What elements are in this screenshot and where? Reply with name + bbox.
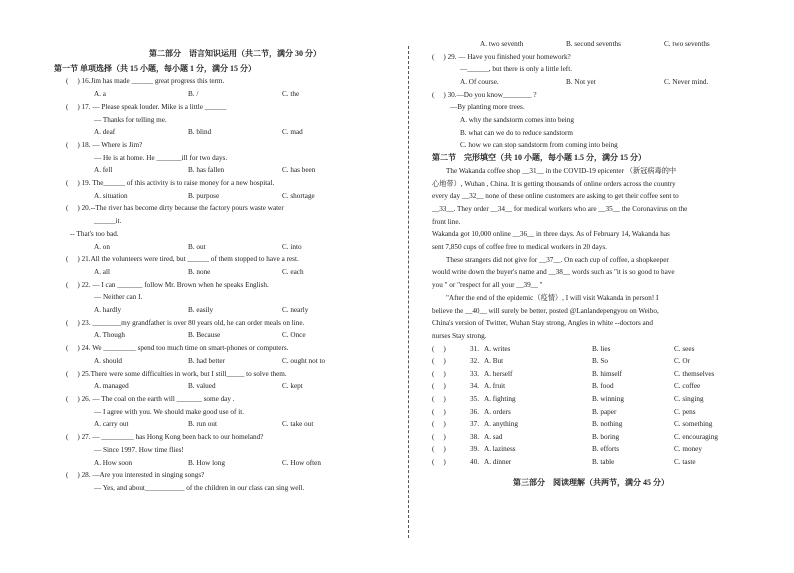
cloze-options xyxy=(432,343,750,469)
cloze-row: ( ) 31. A. writes B. lies C. sees xyxy=(432,344,695,353)
cloze-row: ( ) 40. A. dinner B. table C. taste xyxy=(432,458,696,466)
q20-line2: ______it. xyxy=(94,217,122,226)
cloze-row: ( ) 33. A. herself B. himself C. themselves xyxy=(432,369,715,378)
q18-line2: — He is at home. He _______ill for two days. xyxy=(94,153,228,162)
part1-title: 第一节 单项选择（共 15 小题，每小题 1 分，满分 15 分） xyxy=(54,63,256,73)
q16-stem: ( ) 16.Jim has made ______ great progress this term. xyxy=(66,77,225,86)
q29-options: A. Of course. B. Not yet C. Never mind. xyxy=(460,78,709,86)
cloze-passage xyxy=(432,165,750,343)
passage-line: __33__. They order __34__ for medical workers who are __35__ the Coronavirus on the xyxy=(432,204,688,213)
q26-stem: ( ) 26. — The coal on the earth will _______ some day . xyxy=(66,394,235,403)
q29-stem: ( ) 29. — Have you finished your homework? xyxy=(432,52,571,61)
q21-options: A. all B. none C. each xyxy=(94,267,304,276)
q24-stem: ( ) 24. We _________ spend too much time on smart-phones or computers. xyxy=(66,344,289,353)
q26-options: A. carry out B. run out C. take out xyxy=(94,420,314,429)
q27-line2: — Since 1997. How time flies! xyxy=(94,445,184,454)
section3-title: 第三部分 阅读理解（共两节，满分 45 分） xyxy=(513,477,669,487)
q23-options: A. Though B. Because C. Once xyxy=(94,331,306,340)
passage-line: you " or "respect for all your __39__ " xyxy=(432,281,543,290)
q20-stem: ( ) 20.--The river has become dirty because the factory pours waste water xyxy=(66,204,284,213)
q28-options: A. two seventh B. second sevenths C. two sevenths xyxy=(480,40,710,48)
q19-stem: ( ) 19. The______ of this activity is to raise money for a new hospital. xyxy=(66,179,275,188)
q21-stem: ( ) 21.All the volunteers were tired, but ______ of them stopped to have a rest. xyxy=(66,255,299,264)
exam-page xyxy=(46,38,758,538)
passage-line: Wakanda got 10,000 online __36__ in three days. As of February 14, Wakanda has xyxy=(432,230,670,239)
passage-line: 心地带）, Wuhan , China. It is getting thousands of online orders across the country xyxy=(432,179,676,188)
q28-line2: — Yes, and about___________ of the children in our class can sing well. xyxy=(94,483,305,492)
q17-options: A. deaf B. blind C. mad xyxy=(94,128,303,137)
left-column xyxy=(54,38,404,495)
cloze-row: ( ) 32. A. But B. So C. Or xyxy=(432,357,690,366)
q20-line3: -- That's too bad. xyxy=(70,229,119,238)
passage-line: would write down the buyer's name and __38__ words such as "it is so good to have xyxy=(432,268,675,277)
q17-line2: — Thanks for telling me. xyxy=(94,115,167,124)
cloze-row: ( ) 38. A. sad B. boring C. encouraging xyxy=(432,432,718,441)
q18-options: A. fell B. has fallen C. has been xyxy=(94,166,316,175)
passage-line: sent 7,850 cups of coffee free to medical workers in 20 days. xyxy=(432,243,607,252)
cloze-row: ( ) 37. A. anything B. nothing C. something xyxy=(432,420,713,429)
q25-stem: ( ) 25.There were some difficulties in work, but I still_____ to solve them. xyxy=(66,369,287,378)
q18-stem: ( ) 18. — Where is Jim? xyxy=(66,140,143,149)
column-divider xyxy=(408,46,409,538)
q16-options: A. a B. / C. the xyxy=(94,90,300,99)
q30-option-c: C. how we can stop sandstorm from coming into being xyxy=(460,141,618,150)
q29-line2: —______, but there is only a little left. xyxy=(460,65,572,74)
passage-line: The Wakanda coffee shop __31__ in the COVID-19 epicenter （新冠病毒的中 xyxy=(446,166,677,175)
q30-stem: ( ) 30.—Do you know________ ? xyxy=(432,90,537,99)
q22-stem: ( ) 22. — I can _______ follow Mr. Brown when he speaks English. xyxy=(66,280,269,289)
q27-stem: ( ) 27. — _________ has Hong Kong been back to our homeland? xyxy=(66,433,264,442)
q27-options: A. How soon B. How long C. How often xyxy=(94,458,321,467)
passage-line: China's version of Twitter, Wuhan Stay strong, Angles in white --doctors and xyxy=(432,319,653,328)
q24-options: A. should B. had better C. ought not to xyxy=(94,356,326,365)
q19-options: A. situation B. purpose C. shortage xyxy=(94,191,315,200)
passage-line: front line. xyxy=(432,217,461,226)
q25-options: A. managed B. valued C. kept xyxy=(94,382,303,391)
q30-option-a: A. why the sandstorm comes into being xyxy=(460,116,574,124)
passage-line: every day __32__ none of these online customers are asking to get their coffee sent to xyxy=(432,192,679,201)
cloze-row: ( ) 34. A. fruit B. food C. coffee xyxy=(432,382,701,391)
passage-line: These strangers did not give for __37__. On each cup of coffee, a shopkeeper xyxy=(446,255,669,264)
q28-stem: ( ) 28. —Are you interested in singing songs? xyxy=(66,471,205,480)
part2-title: 第二节 完形填空（共 10 小题，每小题 1.5 分，满分 15 分） xyxy=(432,153,646,163)
section2-title: 第二部分 语言知识运用（共二节，满分 30 分） xyxy=(149,49,321,58)
q26-line2: — I agree with you. We should make good use of it. xyxy=(94,407,244,416)
q22-line2: — Neither can I. xyxy=(94,293,143,302)
passage-line: "After the end of the epidemic（疫情）, I will visit Wakanda in person! I xyxy=(446,293,659,302)
cloze-row: ( ) 35. A. fighting B. winning C. singing xyxy=(432,395,704,404)
q22-options: A. hardly B. easily C. nearly xyxy=(94,306,309,315)
cloze-row: ( ) 36. A. orders B. paper C. pens xyxy=(432,407,696,416)
passage-line: nurses Stay strong. xyxy=(432,331,487,340)
q30-line2: —By planting more trees. xyxy=(450,103,525,112)
q17-stem: ( ) 17. — Please speak louder. Mike is a little ______ xyxy=(66,102,227,111)
q20-options: A. on B. out C. into xyxy=(94,242,302,251)
right-column xyxy=(432,38,750,489)
passage-line: believe the __40__ will surely be better, posted @Lanlandepengyou on Weibo, xyxy=(432,306,659,315)
q23-stem: ( ) 23. ________my grandfather is over 80 years old, he can order meals on line. xyxy=(66,318,305,327)
cloze-row: ( ) 39. A. laziness B. efforts C. money xyxy=(432,445,702,454)
q30-option-b: B. what can we do to reduce sandstorm xyxy=(460,128,573,137)
